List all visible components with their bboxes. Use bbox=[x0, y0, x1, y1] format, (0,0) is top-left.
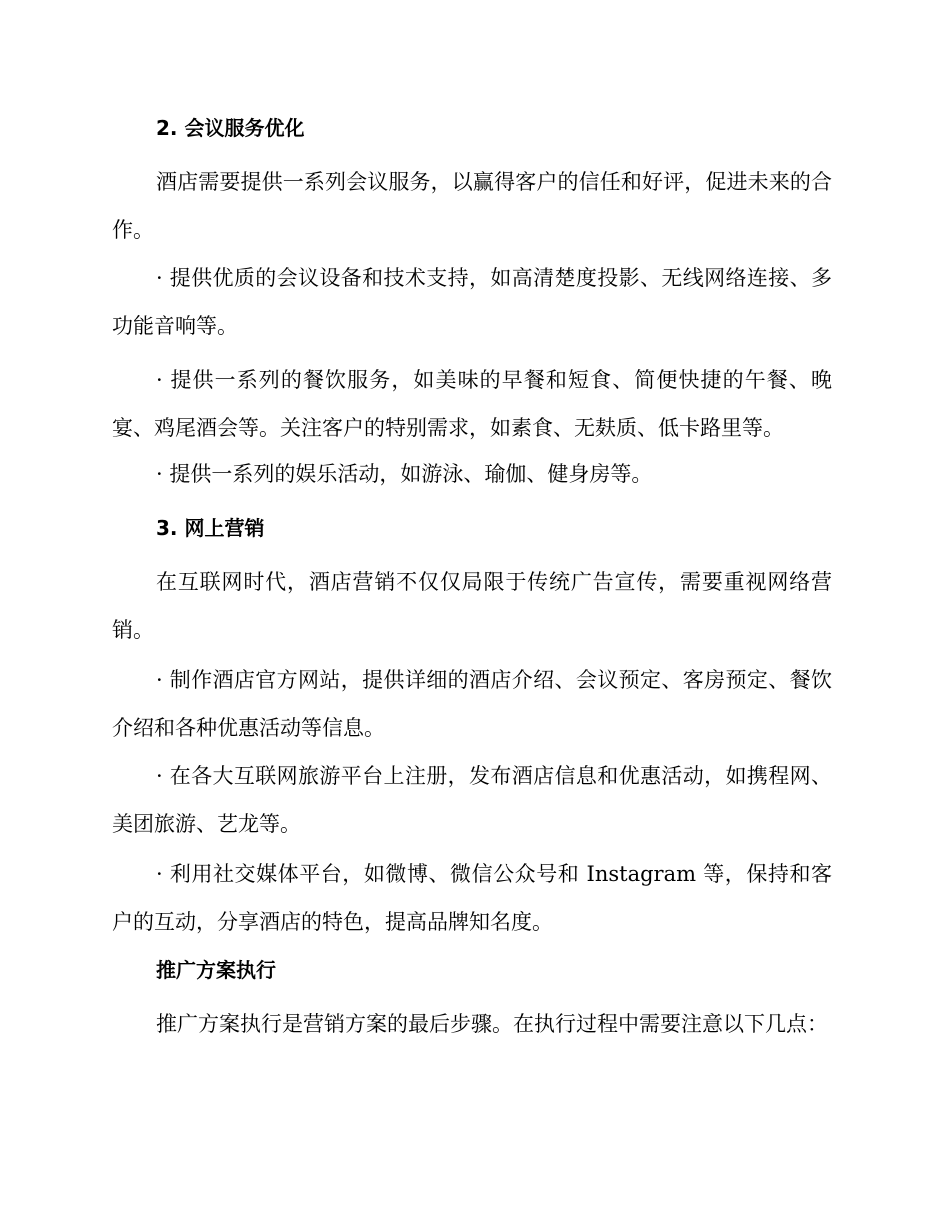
paragraph-meeting-intro: 酒店需要提供一系列会议服务，以赢得客户的信任和好评，促进未来的合作。 bbox=[112, 170, 832, 242]
section-heading-execution: 推广方案执行 bbox=[156, 958, 276, 982]
bullet-official-website: · 制作酒店官方网站，提供详细的酒店介绍、会议预定、客房预定、餐饮介绍和各种优惠活动等信息。 bbox=[112, 668, 832, 740]
bullet-social-media: · 利用社交媒体平台，如微博、微信公众号和 Instagram 等，保持和客户的互动，分享酒店的特色，提高品牌知名度。 bbox=[112, 862, 832, 934]
paragraph-online-intro: 在互联网时代，酒店营销不仅仅局限于传统广告宣传，需要重视网络营销。 bbox=[112, 570, 832, 642]
bullet-meeting-equipment: · 提供优质的会议设备和技术支持，如高清楚度投影、无线网络连接、多功能音响等。 bbox=[112, 266, 832, 338]
section-heading-meeting-service: 2. 会议服务优化 bbox=[156, 116, 305, 140]
bullet-travel-platforms: · 在各大互联网旅游平台上注册，发布酒店信息和优惠活动，如携程网、美团旅游、艺龙等。 bbox=[112, 764, 832, 836]
bullet-catering: · 提供一系列的餐饮服务，如美味的早餐和短食、简便快捷的午餐、晚宴、鸡尾酒会等。关注客户的特别需求，如素食、无麸质、低卡路里等。 bbox=[112, 368, 832, 440]
section-heading-online-marketing: 3. 网上营销 bbox=[156, 516, 265, 540]
bullet-entertainment: · 提供一系列的娱乐活动，如游泳、瑜伽、健身房等。 bbox=[156, 462, 653, 486]
paragraph-execution-intro: 推广方案执行是营销方案的最后步骤。在执行过程中需要注意以下几点： bbox=[156, 1012, 828, 1036]
